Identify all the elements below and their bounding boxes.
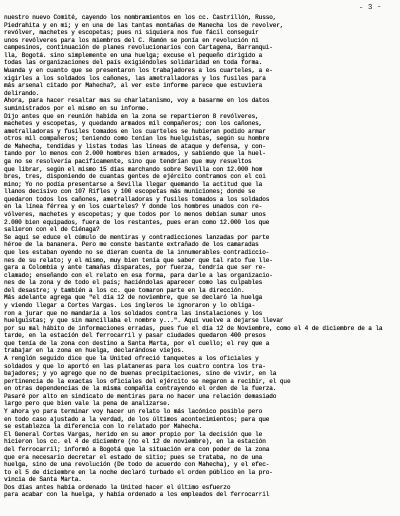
- text-line: Se aquí se educe el cúmulo de mentiras y contradicciones lanzadas por parte: [4, 233, 270, 241]
- text-line: nuestro nuevo Comité, cayendo los nombramientos en los cc. Castrillón, Russo,: [4, 14, 277, 21]
- text-line: ron a jurar que no mandaría a los soldados contra las instalaciones y los: [4, 309, 263, 317]
- text-line: que librar, según el mismo 15 días marchando sobre Sevilla con 12.000 hom: [4, 165, 263, 173]
- text-line: vólveres, machetes y escopetas; y que todos por lo menos debían sumar unos: [4, 211, 266, 219]
- text-line: unos revólveres para los miembros del C. Ramón se ponía en revolución ni: [4, 36, 259, 44]
- text-line: todas las organizaciones del país exigiéndoles solidaridad en toda forma.: [4, 59, 263, 67]
- text-line: del desastre; y también a los cc. que tomaron parte en la dirección.: [4, 286, 245, 294]
- text-line: ametralladoras y fusiles tomados en los cuarteles se hubieran podido armar: [4, 127, 266, 135]
- text-line: del ferrocarril; informó a Bogotá que la situación era con poder de la zona: [4, 445, 270, 453]
- text-line: suministrados por el mismo en su informe.: [4, 104, 150, 112]
- text-line: salieron con el de Ciénaga?: [4, 226, 100, 234]
- text-line: se establezca la diferencia con lo relatado por Mahecha.: [4, 423, 203, 431]
- text-line: tando por lo menos con 2.000 hombres bien armados, y sabiendo que la huel-: [4, 150, 266, 158]
- text-line: huelga, sino de una revolución (De todo de acuerdo con Mahecha), y el efec-: [4, 461, 270, 469]
- text-line: Piedrahita y en mi; y en una de las tantas montañas de Manecha los de revolver,: [4, 21, 284, 29]
- text-line: que les estaban oyendo no se dieran cuenta de la innumerables contradiccio-: [4, 248, 270, 256]
- text-line: ga no se resolvería pacíficamente, sino que tendrían que muy resueltos: [4, 157, 252, 165]
- text-line: Dos días antes había ordenado la United hacer el último esfuerzo: [4, 483, 231, 491]
- text-line: quedaron todos los cañones, ametralladoras y fusiles tomados a los soldados: [4, 195, 270, 203]
- text-line: largo pero que bien vale la pena de analizarse.: [4, 400, 171, 408]
- text-line: gara a Colombia y ante tamañas disparates, por fuerza, tendría que ser re-: [4, 264, 266, 272]
- text-line: lla, Bogotá. sino simplemente en una huelga; excuse el pequeño dirigido a: [4, 51, 263, 59]
- text-line: tarde, en la estación del ferrocarril y pasar ciudades quedaron 400 presos: [4, 332, 266, 340]
- text-line: héroe de la bananera. Pero me conste bastante extrañado de los camaradas: [4, 241, 259, 249]
- text-line: El General Cortes Vargas, herido en su amor propio por la decisión que le: [4, 430, 263, 438]
- text-line: para acabar con la huelga, y había ordenado a los empleados del ferrocarril: [4, 491, 270, 499]
- text-line: Más adelante agrega que "el día 12 de noviembre, que se declaró la huelga: [4, 294, 263, 302]
- text-line: revólver, machetes y escopetas; pues ni siquiera nos fue fácil conseguir: [4, 29, 259, 37]
- text-line: huelguistas; y que sin mancillaba el nombre y...". Aquí vuelve a dejarse llevar: [4, 317, 284, 325]
- text-line: que tenía de la zona con destino a Santa Marta, por el cuello; el rey que a: [4, 339, 270, 347]
- text-line: delirando.: [4, 89, 40, 97]
- text-line: Pasaré por alto en sindicato de mentiras para no hacer una relación demasiado: [4, 392, 277, 400]
- text-line: Y ahora yo para terminar voy hacer un relato lo más lacónico posible pero: [4, 408, 263, 416]
- page-number: - 3 -: [359, 3, 383, 13]
- text-line: y viendo llegar a Cortes Vargas. Los ingleros le ignoraron y lo obliga-: [4, 301, 256, 309]
- text-line: en la línea férrea y en los cuarteles? Y donde los hombres unados con re-: [4, 203, 263, 211]
- text-line: de Mahecha, tendidas y listas todas las líneas de ataque y defensa, y con-: [4, 142, 266, 150]
- text-line: más arsenal citado por Mahecha?, al ver este informe parece que estuviera: [4, 82, 263, 90]
- text-line: mino; Yo no podía presentarse a Sevilla llegar quemando la actitud que la: [4, 180, 263, 188]
- text-line: Ahora, para hacer resaltar mas su charlatanismo, voy a basarme en los datos: [4, 97, 270, 105]
- text-line: por su mal hábito de informaciones erradas, pues fue el día 12 de Noviembre, como el 4 de diciembre de a la: [4, 324, 383, 332]
- text-line: en otras dependencias de la misma compañía contrayendo el orden de la fuerza.: [4, 385, 277, 393]
- text-line: que era necesario decretar el estado de sitio; pues se trataba, no de una: [4, 453, 263, 461]
- text-line: trabajar en la zona en huelga, declarándose viejos.: [4, 347, 185, 355]
- text-line: xigirles a los soldados los cañones, las ametralladoras y los fusiles para: [4, 74, 266, 82]
- text-line: nes de su relato; y el mismo, muy bien tenía que saber que tal rato fue lle-: [4, 256, 273, 264]
- text-line: A renglón seguido dice que la United ofreció tanquetes a los oficiales y: [4, 355, 259, 363]
- text-line: vincia de Santa Marta.: [4, 476, 82, 484]
- text-line: clamado; enseñando con el relato en esa forma, para darle a las organizacio-: [4, 271, 273, 279]
- text-line: otros mil compañeros; teniendo como tenían los huelguistas, según su hombre: [4, 135, 270, 143]
- text-line: hicieron los cc. el 4 de diciembre (no el 12 de noviembre), en la estación: [4, 438, 266, 446]
- text-line: bres, tres, disponiendo de cuantas gentes de ejército contramos con el coi: [4, 173, 266, 181]
- text-line: llanos decisivo con 107 Rifles y 100 escopetas más municiones; donde se: [4, 188, 256, 196]
- text-line: 2.000 bien equipados, fuera de los restantes, pues eran como 12.000 los que: [4, 218, 270, 226]
- document-body: [4, 14, 398, 499]
- text-line: en todo caso ajustado a la verdad, de los últimos acontecimientos; para que: [4, 415, 270, 423]
- text-line: bajadores; y yo agrego que no de buenas precipitaciones, sino de vivir, en la: [4, 370, 277, 378]
- text-line: to el 5 de diciembre en la noche declaró turbado el orden público en la pro-: [4, 468, 273, 476]
- text-line: soldados y que lo aportó en las plataneras para los cuatro contra los tra-: [4, 362, 266, 370]
- text-line: Wuanda y en cuanto que se presentaron los trabajadores a los cuarteles, a e-: [4, 67, 273, 75]
- text-line: pertinencia de la exactas los oficiales del ejército se negaron a recibir, el que: [4, 377, 291, 385]
- text-line: nes de la zona y de todo el país; haciéndolas aparecer como las culpables: [4, 279, 263, 287]
- text-line: Dijo antes que en reunión habida en la zona se repartieron 8 revólveres,: [4, 112, 259, 120]
- text-line: machetes y escopetas, y quedando armados mil compañeros; con los cañones,: [4, 120, 263, 128]
- text-line: campesinos, continuación de planes revolucionarios con Cartagena, Barranqui-: [4, 44, 273, 52]
